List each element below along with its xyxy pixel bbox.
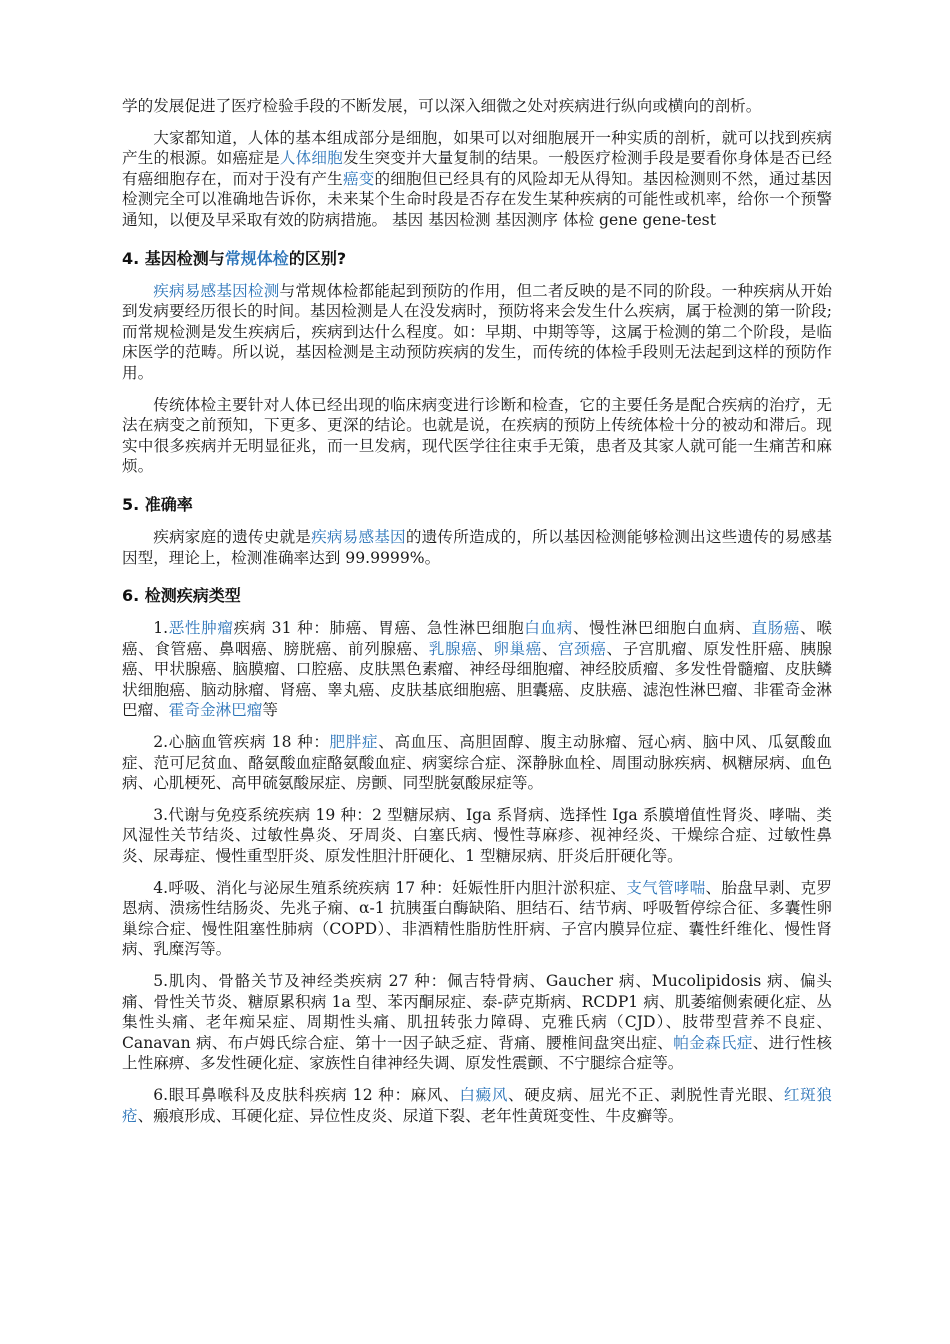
text-run: 、慢性淋巴细胞白血病、: [572, 619, 752, 638]
link-parkinsons[interactable]: 帕金森氏症: [673, 1033, 753, 1052]
link-human-cells[interactable]: 人体细胞: [279, 149, 343, 168]
list-item-musculoskeletal: [122, 971, 832, 1074]
list-item-cardio: [122, 732, 832, 794]
link-malignant-tumor[interactable]: 恶性肿瘤: [168, 619, 234, 638]
list-item-metabolic: [122, 805, 832, 867]
paragraph-accuracy: [122, 527, 832, 568]
link-rectal-cancer[interactable]: 直肠癌: [751, 619, 801, 638]
text-run: 、硬皮病、屈光不正、剥脱性青光眼、: [508, 1085, 784, 1104]
heading-section-4: [122, 249, 832, 269]
list-item-respiratory: [122, 878, 832, 960]
paragraph-traditional-checkup: [122, 395, 832, 477]
intro-paragraph-continued: [122, 96, 832, 117]
text-run: 、胎盘早剥、克罗恩病、溃疡性结肠炎、先兆子痫、α-1 抗胰蛋白酶缺陷、胆结石、结节病、呼吸暂停综合征、多囊性卵巢综合症、慢性阻塞性肺病（COPD）、非酒精性脂肪性肝病、子宫内膜异位症、囊性纤维化、慢性肾病、乳糜泻等。: [122, 878, 832, 959]
paragraph-difference: [122, 281, 832, 384]
text-run: 、喉癌、食管癌、鼻咽癌、膀胱癌、前列腺癌、: [122, 619, 832, 658]
paragraph-cells: [122, 128, 832, 231]
text-run: 、子宫肌瘤、原发性肝癌、胰腺癌、甲状腺癌、脑膜瘤、口腔癌、皮肤黑色素瘤、神经母细胞瘤、神经胶质瘤、多发性骨髓瘤、皮肤鳞状细胞癌、脑动脉瘤、肾癌、睾丸癌、皮肤基底细胞癌、胆囊癌、皮肤癌、滤泡性淋巴瘤、非霍奇金淋巴瘤、: [122, 639, 832, 720]
text-run: 大家都知道，人体的基本组成部分是细胞，如果可以对细胞展开一种实质的剖析，就可以找到疾病产生的根源。如癌症是: [122, 128, 832, 168]
heading-text: 的区别?: [288, 248, 347, 268]
link-routine-checkup[interactable]: 常规体检: [224, 248, 289, 268]
text-run: 、高血压、高胆固醇、腹主动脉瘤、冠心病、脑中风、瓜氨酸血症、范可尼贫血、酪氨酸血症酪氨酸血症、病窦综合症、深静脉血栓、周围动脉疾病、枫糖尿病、血色病、心肌梗死、高甲硫氨酸尿症、房颤、同型胱氨酸尿症等。: [122, 733, 832, 793]
text-run: 、: [477, 639, 494, 658]
document-page: [122, 96, 832, 1137]
link-cervical-cancer[interactable]: 宫颈癌: [558, 639, 607, 658]
text-run: 1.: [153, 619, 169, 638]
text-run: 5.肌肉、骨骼关节及神经类疾病 27 种：佩吉特骨病、Gaucher 病、Mucolipidosis 病、偏头痛、骨性关节炎、糖原累积病 1a 型、苯丙酮尿症、泰-萨克斯病、RCDP1 病、肌萎缩侧索硬化症、丛集性头痛、老年痴呆症、周期性头痛、肌扭转张力障碍、克雅氏病（CJD）、肢带型营养不良症、Canavan 病、布卢姆氏综合症、第十一因子缺乏症、背痛、腰椎间盘突出症、: [122, 972, 832, 1052]
link-ovarian-cancer[interactable]: 卵巢癌: [493, 639, 542, 658]
link-susceptibility-gene-test[interactable]: 疾病易感基因检测: [153, 281, 280, 300]
text-run: 等: [262, 701, 278, 720]
text-run: 疾病 31 种：肺癌、胃癌、急性淋巴细胞: [233, 619, 525, 638]
link-bronchial-asthma[interactable]: 支气管哮喘: [626, 878, 706, 897]
text-run: 2.心脑血管疾病 18 种：: [153, 733, 330, 752]
link-lupus[interactable]: 红斑狼疮: [122, 1085, 832, 1125]
text-run: 3.代谢与免疫系统疾病 19 种：2 型糖尿病、Iga 系肾病、选择性 Iga 系膜增值性肾炎、哮喘、类风湿性关节结炎、过敏性鼻炎、牙周炎、白塞氏病、慢性荨麻疹、视神经炎、干燥综合症、过敏性鼻炎、尿毒症、慢性重型肝炎、原发性胆汁肝硬化、1 型糖尿病、肝炎后肝硬化等。: [122, 805, 832, 866]
text-run: 、进行性核上性麻痹、多发性硬化症、家族性自律神经失调、原发性震颤、不宁腿综合症等。: [122, 1033, 832, 1073]
link-hodgkin-lymphoma[interactable]: 霍奇金淋巴瘤: [168, 701, 263, 720]
text-run: 、瘢痕形成、耳硬化症、异位性皮炎、尿道下裂、老年性黄斑变性、牛皮癣等。: [137, 1106, 684, 1125]
heading-section-6: 6. 检测疾病类型: [122, 586, 241, 606]
text-run: 发生突变并大量复制的结果。一般医疗检测手段是要看你身体是否已经有癌细胞存在，而对于没有产生: [122, 149, 832, 188]
link-vitiligo[interactable]: 白癜风: [459, 1085, 509, 1104]
text-run: 的细胞但已经具有的风险却无从得知。基因检测则不然，通过基因检测完全可以准确地告诉你，未来某个生命时段是否存在发生某种疾病的可能性或机率，给你一个预警通知，以便及早采取有效的防病措施。 基因 基因检测 基因测序 体检 gene gene-test: [122, 169, 832, 229]
text-run: 的遗传所造成的，所以基因检测能够检测出这些遗传的易感基因型，理论上，检测准确率达到 99.9999%。: [122, 527, 832, 567]
heading-text: 4. 基因检测与: [122, 248, 225, 268]
text-run: 与常规体检都能起到预防的作用，但二者反映的是不同的阶段。一种疾病从开始到发病要经历很长的时间。基因检测是人在没发病时，预防将来会发生什么疾病，属于检测的第一阶段;而常规检测是发生疾病后，疾病到达什么程度。如：早期、中期等等，这属于检测的第二个阶段，是临床医学的范畴。所以说，基因检测是主动预防疾病的发生，而传统的体检手段则无法起到这样的预防作用。: [122, 281, 832, 382]
text-run: 学的发展促进了医疗检验手段的不断发展，可以深入细微之处对疾病进行纵向或横向的剖析。: [122, 97, 762, 115]
link-obesity[interactable]: 肥胖症: [329, 733, 379, 752]
heading-section-5: 5. 准确率: [122, 494, 193, 514]
link-susceptibility-gene[interactable]: 疾病易感基因: [311, 527, 406, 546]
list-item-tumors: [122, 618, 832, 721]
link-leukemia[interactable]: 白血病: [524, 619, 573, 638]
text-run: 传统体检主要针对人体已经出现的临床病变进行诊断和检查，它的主要任务是配合疾病的治疗，无法在病变之前预知，下更多、更深的结论。也就是说，在疾病的预防上传统体检十分的被动和滞后。现实中很多疾病并无明显征兆，而一旦发病，现代医学往往束手无策，患者及其家人就可能一生痛苦和麻烦。: [122, 395, 832, 476]
text-run: 疾病家庭的遗传史就是: [153, 527, 312, 546]
text-run: 4.呼吸、消化与泌尿生殖系统疾病 17 种：妊娠性肝内胆汁淤积症、: [153, 878, 627, 897]
link-breast-cancer[interactable]: 乳腺癌: [428, 639, 478, 658]
list-item-ent-skin: [122, 1085, 832, 1126]
text-run: 6.眼耳鼻喉科及皮肤科疾病 12 种：麻风、: [153, 1085, 460, 1104]
text-run: 、: [541, 639, 559, 658]
link-canceration[interactable]: 癌变: [342, 169, 375, 188]
